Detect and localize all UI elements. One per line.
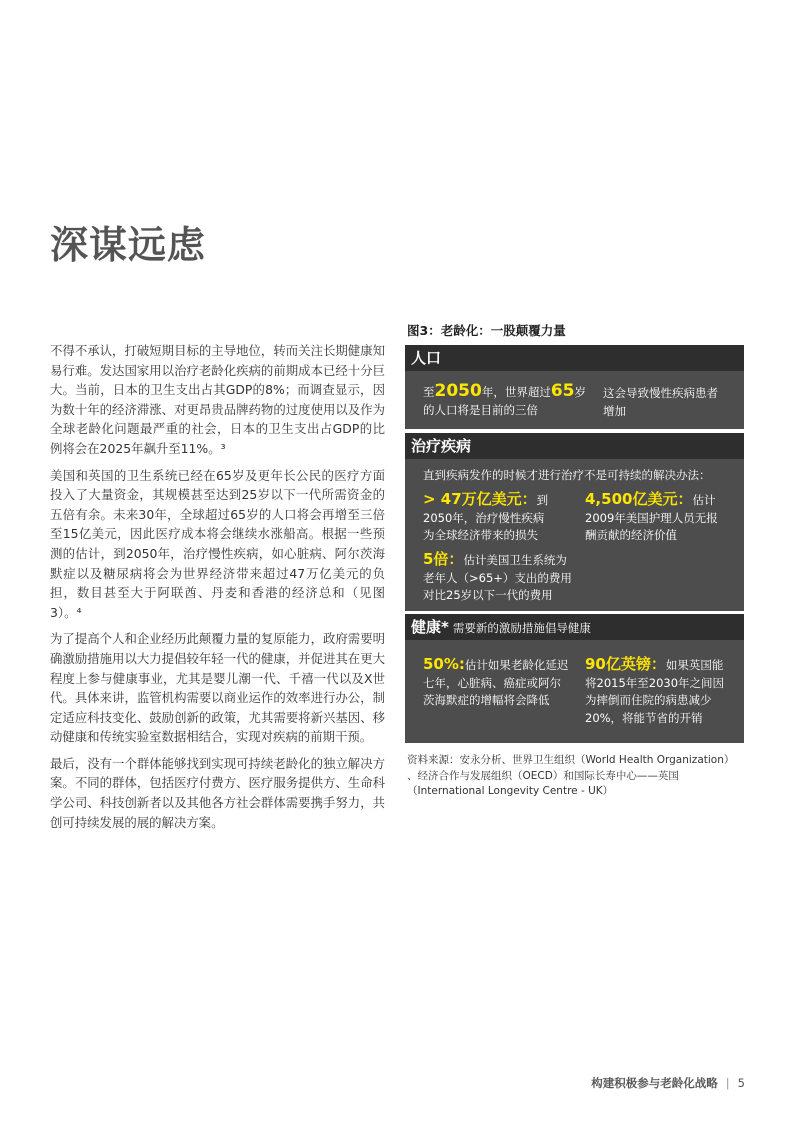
highlight-value: 2050 — [434, 381, 482, 401]
text-line: 为摔倒而住院的病患减少 — [585, 693, 712, 707]
highlight-value: 50%: — [423, 655, 465, 673]
aging-delay-stat — [423, 656, 585, 710]
text-line: 七年，心脏病、癌症或阿尔 — [423, 675, 561, 690]
population-impact — [603, 385, 738, 420]
health-header-title: 健康* — [411, 618, 449, 636]
text-line: 这会导致慢性疾病患者 — [603, 386, 718, 400]
text-span: 估计如果老龄化延迟 — [464, 658, 569, 672]
highlight-value: > 47万亿美元： — [423, 490, 537, 508]
paragraph: 最后，没有一个群体能够找到实现可持续老龄化的独立解决方案。不同的群体，包括医疗付费方、医疗服务提供方、生命科学公司、科技创新者以及其他各方社会群体需要携手努力，共创可持续发展的展的解决方案。 — [50, 755, 385, 830]
text-line: 2050年，治疗慢性疾病 — [423, 510, 545, 525]
highlight-value: 65 — [550, 381, 575, 401]
footer-label: 构建积极参与老龄化战略 — [591, 1076, 718, 1090]
text-span: 年，世界超过 — [481, 385, 551, 399]
treatment-header: 治疗疾病 — [405, 433, 744, 459]
health-header — [405, 614, 744, 640]
text-line: 增加 — [603, 403, 626, 418]
text-line: 为全球经济带来的损失 — [423, 528, 538, 542]
source-line: 、经济合作与发展组织（OECD）和国际长寿中心——英国 — [407, 769, 679, 782]
caregiver-value-stat — [585, 491, 743, 545]
health-panel — [405, 640, 744, 743]
text-line: 的人口将是目前的三倍 — [423, 402, 538, 417]
page-title: 深谋远虑 — [50, 223, 207, 267]
text-line: 老年人（>65+）支出的费用 — [423, 570, 572, 585]
spending-ratio-stat — [423, 551, 623, 605]
figure-source — [407, 753, 747, 800]
population-stat — [423, 383, 593, 419]
footer-separator: | — [725, 1076, 730, 1090]
population-panel — [405, 371, 744, 429]
treatment-panel — [405, 459, 744, 611]
text-span: 估计 — [692, 493, 716, 507]
text-line: 将2015年至2030年之间因 — [585, 675, 725, 690]
text-line: 茨海默症的增幅将会降低 — [423, 693, 550, 707]
text-span: 到 — [536, 493, 549, 507]
source-line: 资料来源：安永分析、世界卫生组织（World Health Organization） — [407, 754, 735, 766]
text-line: 2009年美国护理人员无报 — [585, 510, 718, 525]
fall-savings-stat — [585, 656, 743, 727]
highlight-value: 90亿英镑： — [585, 655, 666, 673]
treatment-intro: 直到疾病发作的时候才进行治疗不是可持续的解决办法： — [423, 468, 711, 482]
population-header: 人口 — [405, 345, 744, 371]
text-span: 岁 — [574, 385, 586, 399]
highlight-value: 4,500亿美元： — [585, 490, 693, 508]
paragraph: 不得不承认，打破短期目标的主导地位，转而关注长期健康知易行难。发达国家用以治疗老龄化疾病的前期成本已经十分巨大。当前，日本的卫生支出占其GDP的8%；而调查显示，因为数十年的经济滞涨、对更昂贵品牌药物的过度使用以及作为全球老龄化问题最严重的社会，日本的卫生支出占GDP的比例将会在2025年飙升至11%。³ — [50, 343, 385, 456]
body-text — [50, 341, 385, 839]
paragraph: 为了提高个人和企业经历此颠覆力量的复原能力，政府需要明确激励措施用以大力提倡较年轻一代的健康，并促进其在更大程度上参与健康事业，尤其是婴儿潮一代、千禧一代以及X世代。具体来讲，监管机构需要以商业运作的效率进行办公，制定适应科技变化、鼓励创新的政策，尤其需要将新兴基因、移动健康和传统实验室数据相结合，实现对疾病的前期干预。 — [50, 631, 385, 745]
text-span: 如果英国能 — [665, 658, 724, 672]
paragraph: 美国和英国的卫生系统已经在65岁及更年长公民的医疗方面投入了大量资金，其规模甚至达到25岁以下一代所需资金的五倍有余。未来30年，全球超过65岁的人口将会再增至三倍至15亿美元，因此医疗成本将会继续水涨船高。根据一些预测的估计，到2050年，治疗慢性疾病，如心脏病、阿尔茨海默症以及糖尿病将会为世界经济带来超过47万亿美元的负担，数目甚至大于阿联酋、丹麦和香港的经济总和（见图3）。⁴ — [50, 467, 385, 620]
figure-title: 图3：老龄化：一股颠覆力量 — [407, 323, 566, 338]
text-line: 对比25岁以下一代的费用 — [423, 588, 553, 602]
health-header-subtitle: 需要新的激励措施倡导健康 — [452, 621, 591, 635]
page-footer — [591, 1075, 745, 1091]
text-line: 酬贡献的经济价值 — [585, 528, 677, 542]
text-span: 估计美国卫生系统为 — [463, 553, 567, 567]
text-line: 20%，将能节省的开销 — [585, 710, 703, 725]
text-span: 至 — [423, 385, 435, 399]
treatment-cost-stat — [423, 491, 583, 545]
page-number: 5 — [737, 1076, 745, 1090]
source-line: （International Longevity Centre - UK） — [407, 785, 614, 797]
highlight-value: 5倍： — [423, 550, 464, 568]
